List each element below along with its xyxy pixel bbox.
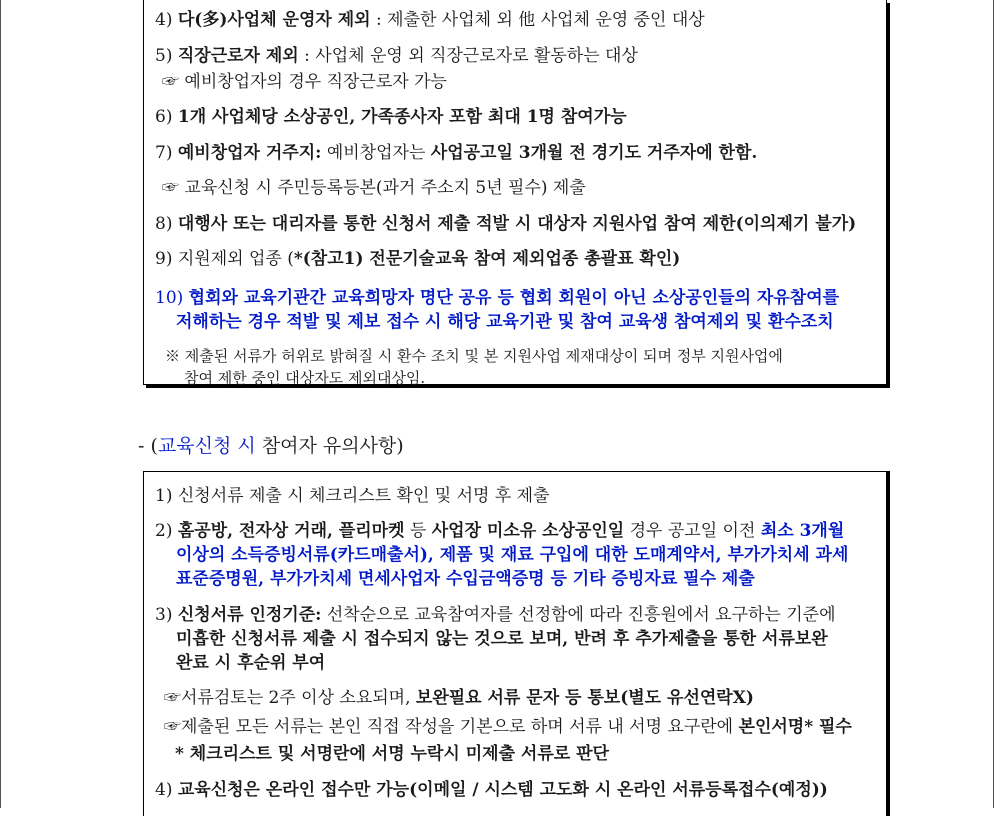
item-text-bold: 사업공고일 3개월 전 경기도 거주자에 한함. — [430, 143, 758, 163]
item-text-bold: 교육신청은 온라인 접수만 가능(이메일 / 시스템 고도화 시 온라인 서류등록접수(예정)) — [177, 780, 828, 800]
item-text: 제출한 사업체 외 他 사업체 운영 중인 대상 — [387, 10, 705, 30]
note-text-bold: 보완필요 서류 문자 등 통보(별도 유선연락X) — [415, 688, 754, 708]
item-text: 1개 사업체당 소상공인, 가족종사자 포함 최대 1명 참여가능 — [177, 107, 627, 127]
notes-item-2-line-2: 이상의 소득증빙서류(카드매출서), 제품 및 재료 구입에 대한 도매계약서, 부가가치세 과세 — [176, 545, 849, 565]
item-5-note — [162, 70, 447, 94]
item-number: 1) — [155, 486, 173, 506]
section-dash: - — [138, 435, 145, 457]
item-text: 예비창업자는 — [321, 143, 431, 163]
item-9-excluded-industries — [155, 247, 680, 271]
item-text: 등 — [404, 521, 432, 541]
pointing-hand-icon: ☞ — [164, 688, 181, 708]
item-number: 3) — [155, 605, 173, 625]
notes-asterisk-line: * 체크리스트 및 서명란에 서명 누락시 미제출 서류로 판단 — [175, 744, 609, 764]
item-7-residence — [155, 141, 757, 165]
item-6-participation-limit — [155, 105, 627, 129]
item-text: 선착순으로 교육참여자를 선정함에 따라 진흥원에서 요구하는 기준에 — [321, 605, 836, 625]
item-number: 8) — [155, 214, 173, 234]
item-text: 신청서류 제출 시 체크리스트 확인 및 서명 후 제출 — [177, 486, 550, 506]
item-text: 경우 공고일 이전 — [624, 521, 761, 541]
notes-item-2-line-3: 표준증명원, 부가가치세 면세사업자 수입금액증명 등 기타 증빙자료 필수 제출 — [176, 569, 755, 589]
separator: : — [370, 10, 388, 30]
notes-pointer-1 — [164, 686, 754, 710]
notes-item-2-line-1 — [155, 519, 844, 543]
item-number: 10) — [155, 288, 184, 308]
section-paren: ( — [150, 435, 158, 457]
item-number: 2) — [155, 521, 173, 541]
item-number: 9) — [155, 249, 173, 269]
note-text-bold: 본인서명* 필수 — [738, 717, 852, 737]
item-heading: 직장근로자 제외 — [177, 46, 299, 66]
note-text: 교육신청 시 주민등록등본(과거 주소지 5년 필수) 제출 — [184, 178, 586, 198]
item-text: 사업체 운영 외 직장근로자로 활동하는 대상 — [315, 46, 638, 66]
footnote-text: 제출된 서류가 허위로 밝혀질 시 환수 조치 및 본 지원사업 제재대상이 되며 정부 지원사업에 — [184, 347, 783, 365]
pointing-hand-icon: ☞ — [162, 178, 179, 198]
item-text-bold: 협회와 교육기관간 교육희망자 명단 공유 등 협회 회원이 아닌 소상공인들의 자유참여를 — [188, 288, 840, 308]
item-text-highlight: 최소 3개월 — [760, 521, 845, 541]
item-10-line-2: 저해하는 경우 적발 및 제보 접수 시 해당 교육기관 및 참여 교육생 참여제외 및 환수조치 — [176, 312, 834, 332]
pointing-hand-icon: ☞ — [162, 72, 179, 92]
item-heading: 예비창업자 거주지: — [177, 143, 322, 163]
section-heading-highlight: 교육신청 시 — [157, 435, 256, 457]
page-left-border — [0, 0, 1, 808]
notes-item-3-line-1 — [155, 603, 836, 627]
item-number: 4) — [155, 780, 173, 800]
item-text-bold: 사업장 미소유 소상공인일 — [431, 521, 625, 541]
footnote-line-1 — [165, 344, 783, 368]
notes-item-1 — [155, 484, 550, 508]
item-number: 6) — [155, 107, 173, 127]
note-text: 예비창업자의 경우 직장근로자 가능 — [184, 72, 447, 92]
item-heading: 다(多)사업체 운영자 제외 — [177, 10, 371, 30]
notes-pointer-2 — [164, 715, 852, 739]
item-text: 지원제외 업종 ( — [177, 249, 294, 269]
item-10-line-1 — [155, 286, 839, 310]
item-number: 4) — [155, 10, 173, 30]
note-text: 제출된 모든 서류는 본인 직접 작성을 기본으로 하며 서류 내 서명 요구란에 — [181, 717, 739, 737]
reference-mark: ※ — [165, 347, 181, 365]
item-7-note — [162, 176, 586, 200]
separator: : — [298, 46, 316, 66]
footnote-line-2: 참여 제한 중인 대상자도 제외대상임. — [184, 369, 426, 387]
section-heading-text: 참여자 유의사항) — [255, 435, 404, 457]
pointing-hand-icon: ☞ — [164, 717, 181, 737]
item-text-bold: *(참고1) 전문기술교육 참여 제외업종 총괄표 확인) — [293, 249, 681, 269]
section-heading — [138, 434, 404, 458]
item-8-proxy — [155, 212, 856, 236]
notes-item-3-line-2: 미흡한 신청서류 제출 시 접수되지 않는 것으로 보며, 반려 후 추가제출을 통한 서류보완 — [176, 629, 828, 649]
item-text-bold: 홈공방, 전자상 거래, 플리마켓 — [177, 521, 405, 541]
item-5-employee — [155, 44, 638, 68]
notes-item-3-line-3: 완료 시 후순위 부여 — [176, 653, 326, 673]
item-heading: 신청서류 인정기준: — [177, 605, 322, 625]
note-text: 서류검토는 2주 이상 소요되며, — [181, 688, 416, 708]
item-4-multi-business — [155, 8, 705, 32]
item-number: 7) — [155, 143, 173, 163]
item-number: 5) — [155, 46, 173, 66]
notes-item-4 — [155, 778, 828, 802]
item-text: 대행사 또는 대리자를 통한 신청서 제출 적발 시 대상자 지원사업 참여 제한(이의제기 불가) — [177, 214, 857, 234]
